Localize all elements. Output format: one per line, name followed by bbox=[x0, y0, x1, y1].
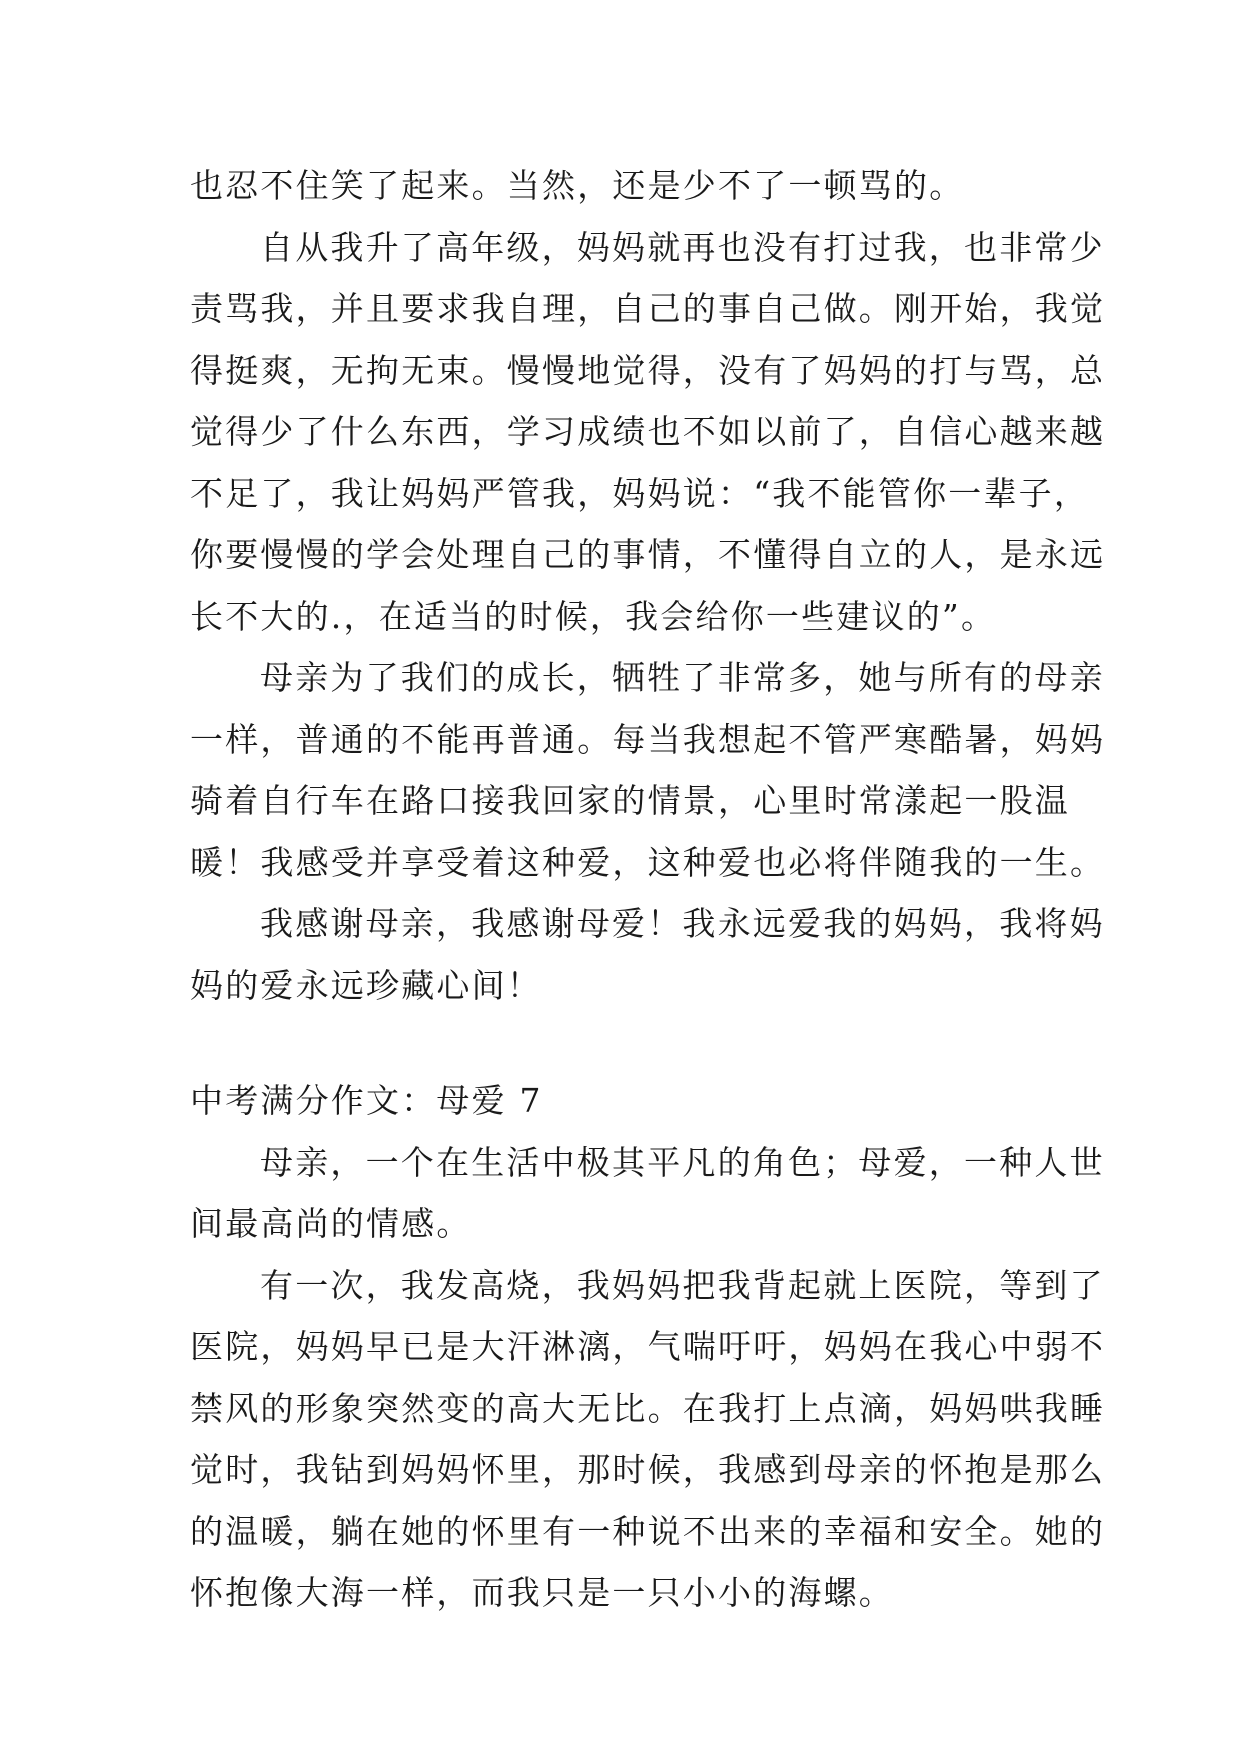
paragraph-line: 妈的爱永远珍藏心间！ bbox=[190, 965, 542, 1005]
paragraph-line: 觉时，我钻到妈妈怀里，那时候，我感到母亲的怀抱是那么 bbox=[190, 1450, 1106, 1489]
paragraph-line: 觉得少了什么东西，学习成绩也不如以前了，自信心越来越 bbox=[190, 412, 1106, 451]
paragraph-line: 长不大的.，在适当的时候，我会给你一些建议的”。 bbox=[190, 596, 997, 636]
paragraph-line: 有一次，我发高烧，我妈妈把我背起就上医院，等到了 bbox=[260, 1265, 1105, 1305]
paragraph-line: 一样，普通的不能再普通。每当我想起不管严寒酷暑，妈妈 bbox=[190, 719, 1106, 759]
paragraph-line: 医院，妈妈早已是大汗淋漓，气喘吁吁，妈妈在我心中弱不 bbox=[190, 1327, 1106, 1366]
paragraph-line: 暖！我感受并享受着这种爱，这种爱也必将伴随我的一生。 bbox=[190, 842, 1106, 882]
paragraph-line: 我感谢母亲，我感谢母爱！我永远爱我的妈妈，我将妈 bbox=[260, 904, 1105, 943]
paragraph-line: 不足了，我让妈妈严管我，妈妈说：“我不能管你一辈子， bbox=[190, 473, 1090, 513]
paragraph-line: 母亲，一个在生活中极其平凡的角色；母爱，一种人世 bbox=[260, 1142, 1105, 1182]
paragraph-line: 也忍不住笑了起来。当然，还是少不了一顿骂的。 bbox=[190, 166, 965, 205]
paragraph-line: 得挺爽，无拘无束。慢慢地觉得，没有了妈妈的打与骂，总 bbox=[190, 350, 1106, 390]
paragraph-line: 自从我升了高年级，妈妈就再也没有打过我，也非常少 bbox=[260, 227, 1105, 267]
paragraph-line: 怀抱像大海一样，而我只是一只小小的海螺。 bbox=[190, 1573, 894, 1612]
paragraph-line: 间最高尚的情感。 bbox=[190, 1204, 472, 1243]
paragraph-line: 骑着自行车在路口接我回家的情景，心里时常漾起一股温 bbox=[190, 781, 1070, 820]
paragraph-line: 你要慢慢的学会处理自己的事情，不懂得自立的人，是永远 bbox=[190, 535, 1106, 574]
paragraph-line: 的温暖，躺在她的怀里有一种说不出来的幸福和安全。她的 bbox=[190, 1511, 1106, 1551]
document-body bbox=[190, 155, 1106, 1624]
section-title: 中考满分作文：母爱 7 bbox=[190, 1081, 543, 1120]
paragraph-line: 责骂我，并且要求我自理，自己的事自己做。刚开始，我觉 bbox=[190, 289, 1106, 328]
paragraph-line: 禁风的形象突然变的高大无比。在我打上点滴，妈妈哄我睡 bbox=[190, 1388, 1106, 1428]
section-spacer bbox=[190, 1016, 1090, 1070]
paragraph-line: 母亲为了我们的成长，牺牲了非常多，她与所有的母亲 bbox=[260, 658, 1105, 697]
